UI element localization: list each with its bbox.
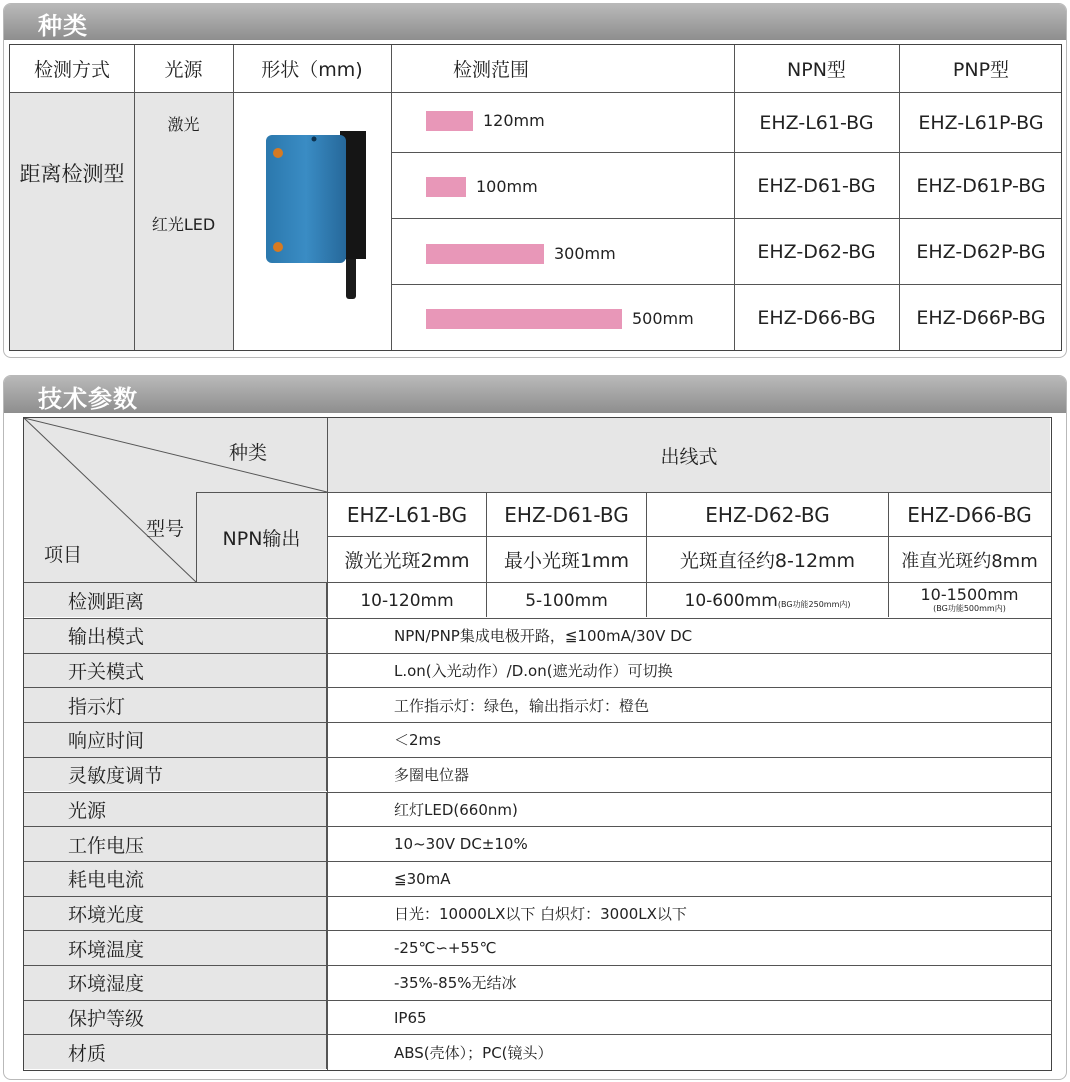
param-name: 保护等级 bbox=[24, 1001, 327, 1035]
distance-2: 5-100mm bbox=[525, 591, 608, 611]
range-label-2: 100mm bbox=[476, 177, 538, 196]
range-bar-4 bbox=[426, 309, 622, 329]
range-label-4: 500mm bbox=[632, 309, 694, 328]
header-pnp: PNP型 bbox=[952, 59, 1010, 81]
spec-table bbox=[23, 417, 1052, 1071]
header-detect-method: 检测方式 bbox=[33, 59, 110, 81]
header-detect-range: 检测范围 bbox=[452, 59, 529, 81]
pnp-model-1: EHZ-L61P-BG bbox=[918, 111, 1044, 134]
param-value: 红灯LED(660nm) bbox=[394, 800, 518, 819]
param-name: 灵敏度调节 bbox=[24, 758, 327, 792]
header-light-source: 光源 bbox=[164, 59, 203, 81]
param-name: 指示灯 bbox=[24, 688, 327, 722]
header-npn: NPN型 bbox=[787, 59, 846, 81]
range-bar-3 bbox=[426, 244, 544, 264]
distance-label: 检测距离 bbox=[24, 583, 327, 617]
param-row bbox=[24, 688, 1050, 722]
spot-4: 准直光斑约8mm bbox=[901, 550, 1038, 572]
param-value: L.on(入光动作）/D.on(遮光动作）可切换 bbox=[394, 662, 673, 681]
light-source-laser: 激光 bbox=[167, 114, 200, 134]
param-name: 输出模式 bbox=[24, 619, 327, 653]
range-label-1: 120mm bbox=[483, 111, 545, 130]
param-row bbox=[24, 1035, 1050, 1069]
types-panel-title: 种类 bbox=[38, 12, 88, 40]
distance-3-note: (BG功能250mm内) bbox=[777, 599, 851, 609]
param-value: 工作指示灯：绿色，输出指示灯：橙色 bbox=[394, 696, 650, 715]
param-value: ABS(壳体）；PC(镜头） bbox=[394, 1043, 553, 1062]
param-value: ＜2ms bbox=[394, 731, 441, 750]
corner-model: 型号 bbox=[146, 518, 185, 540]
range-label-3: 300mm bbox=[554, 244, 616, 263]
header-shape: 形状（mm) bbox=[261, 59, 363, 81]
corner-item: 项目 bbox=[44, 544, 83, 566]
param-value: ≦30mA bbox=[394, 869, 451, 888]
param-row bbox=[24, 793, 1050, 827]
param-name: 开关模式 bbox=[24, 654, 327, 688]
distance-4-note: (BG功能500mm内) bbox=[933, 604, 1006, 613]
param-row bbox=[24, 862, 1050, 896]
param-row bbox=[24, 931, 1050, 965]
param-row bbox=[24, 619, 1050, 653]
spot-1: 激光光斑2mm bbox=[344, 550, 470, 572]
npn-model-3: EHZ-D62-BG bbox=[757, 240, 876, 263]
spec-model-1: EHZ-L61-BG bbox=[346, 502, 468, 527]
types-panel-header bbox=[4, 4, 1066, 40]
npn-model-4: EHZ-D66-BG bbox=[757, 306, 876, 329]
spec-model-2: EHZ-D61-BG bbox=[504, 502, 629, 527]
param-value: IP65 bbox=[394, 1008, 427, 1027]
distance-1: 10-120mm bbox=[360, 591, 454, 611]
param-value: 日光：10000LX以下 白炽灯：3000LX以下 bbox=[394, 904, 687, 923]
param-name: 环境湿度 bbox=[24, 966, 327, 1000]
distance-3: 10-600mm bbox=[684, 591, 778, 611]
light-source-red-led: 红光LED bbox=[151, 214, 216, 234]
pnp-model-3: EHZ-D62P-BG bbox=[916, 240, 1046, 263]
spec-panel bbox=[3, 375, 1067, 1080]
param-row bbox=[24, 723, 1050, 757]
param-name: 环境温度 bbox=[24, 931, 327, 965]
types-panel bbox=[3, 3, 1067, 358]
param-value: -35%-85%无结冰 bbox=[394, 974, 517, 993]
param-name: 响应时间 bbox=[24, 723, 327, 757]
param-row bbox=[24, 827, 1050, 861]
output-type-label: 出线式 bbox=[660, 445, 718, 468]
param-row bbox=[24, 758, 1050, 792]
param-row bbox=[24, 966, 1050, 1000]
detect-type-label: 距离检测型 bbox=[19, 162, 125, 186]
npn-model-2: EHZ-D61-BG bbox=[757, 174, 876, 197]
pnp-model-2: EHZ-D61P-BG bbox=[916, 174, 1046, 197]
param-row bbox=[24, 1001, 1050, 1035]
spec-model-3: EHZ-D62-BG bbox=[705, 502, 830, 527]
spec-panel-header bbox=[4, 376, 1066, 413]
param-name: 材质 bbox=[24, 1035, 327, 1069]
npn-model-1: EHZ-L61-BG bbox=[759, 111, 874, 134]
corner-kind: 种类 bbox=[229, 442, 268, 464]
spot-3: 光斑直径约8-12mm bbox=[679, 550, 856, 572]
param-row bbox=[24, 654, 1050, 688]
types-table bbox=[9, 44, 1062, 351]
sensor-product-image bbox=[262, 129, 368, 301]
pnp-model-4: EHZ-D66P-BG bbox=[916, 306, 1046, 329]
param-value: 10~30V DC±10% bbox=[394, 835, 528, 854]
param-name: 工作电压 bbox=[24, 827, 327, 861]
npn-output-label: NPN输出 bbox=[222, 527, 301, 550]
spec-panel-title: 技术参数 bbox=[38, 385, 138, 413]
param-name: 耗电电流 bbox=[24, 862, 327, 896]
param-name: 光源 bbox=[24, 793, 327, 827]
param-name: 环境光度 bbox=[24, 897, 327, 931]
distance-3-cell bbox=[647, 584, 888, 618]
distance-4-cell bbox=[889, 582, 1050, 618]
range-bar-1 bbox=[426, 111, 473, 131]
spot-2: 最小光斑1mm bbox=[503, 550, 630, 572]
spec-model-4: EHZ-D66-BG bbox=[907, 502, 1032, 527]
distance-4: 10-1500mm bbox=[920, 585, 1019, 604]
param-value: -25℃∽+55℃ bbox=[394, 939, 497, 958]
param-value: NPN/PNP集成电极开路，≦100mA/30V DC bbox=[394, 627, 693, 646]
param-row bbox=[24, 897, 1050, 931]
range-bar-2 bbox=[426, 177, 466, 197]
param-value: 多圈电位器 bbox=[394, 766, 470, 785]
